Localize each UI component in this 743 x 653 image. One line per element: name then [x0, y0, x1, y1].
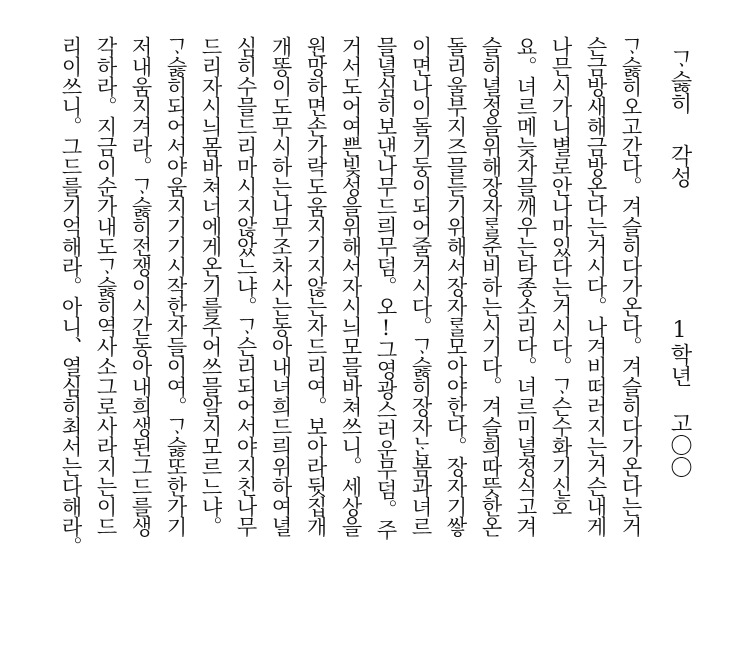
essay-title-part1: ᄀᆞ슳히: [667, 48, 692, 114]
text-column-10: 원망하면손가락도움지기지않는자드리여。보아라뒷집개: [304, 36, 328, 536]
text-column-6: 돌리울부지즈믈듣기위해서장자ᄅᆞᆯ모아야한다。장자기쌓: [444, 36, 468, 536]
text-column-7: 이면나이돌기둥이되어줄거시다。ᄀᆞ슳히장자ᄂᆞᆫ봄과녀르: [409, 36, 433, 536]
text-column-15: 저내움지겨라。ᄀᆞ슳히전쟁이시간동아내희생된그드를생: [129, 36, 153, 536]
text-column-4: 요。녀르메늦자믈깨우는타종소리다。녀르미녈정식고겨: [514, 36, 538, 536]
text-column-11: 개똥이도무시하는나무조차사는동아내녀희드릐위하여녈: [269, 36, 293, 536]
text-column-14: ᄀᆞ슳히되어서야움지기기시작한자들이여。ᄀᆞ슳또한가기: [164, 36, 188, 536]
text-column-9: 거서도어여쁜빛성을위해서자시늬모믈바쳐쓰니。세상을: [339, 36, 363, 536]
essay-title-part2: 각성: [667, 144, 692, 188]
author-byline: 1학년 고〇〇: [667, 318, 692, 478]
text-column-5: 슬히녈정을위해장자ᄅᆞᆯ준비하는시기다。겨슬희따뜻한온: [479, 36, 503, 536]
text-column-8: 믈녈심히보낸나무드릐무덤。오!그영광스러운무덤。주: [374, 36, 398, 539]
text-column-3: 나믄시가니별로안나마있다는거시다。ᄀᆞ슨수화기신호: [549, 36, 573, 516]
text-column-17: 리이쓰니。그드를기억해라。아니、열심히최서는다해라。: [59, 36, 83, 556]
text-column-2: 슨금방새해금방온다는거시다。나겨비떠러지는거슨내게: [584, 36, 608, 536]
text-column-1: ᄀᆞ슳히오고간다。겨슬히다가온다。겨슬히다가온다는거: [619, 36, 643, 536]
text-column-16: 각하라。지금이순가내도ᄀᆞ슳히역사소그로사라지는이드: [94, 36, 118, 536]
text-column-13: 드리자시늬몸바쳐너에게온기를주어쓰믈알지모르느냐。: [199, 36, 223, 536]
text-column-12: 심히수믈드리마시지않았느냐。ᄀᆞ슨리되어서야지친나무: [234, 36, 258, 536]
